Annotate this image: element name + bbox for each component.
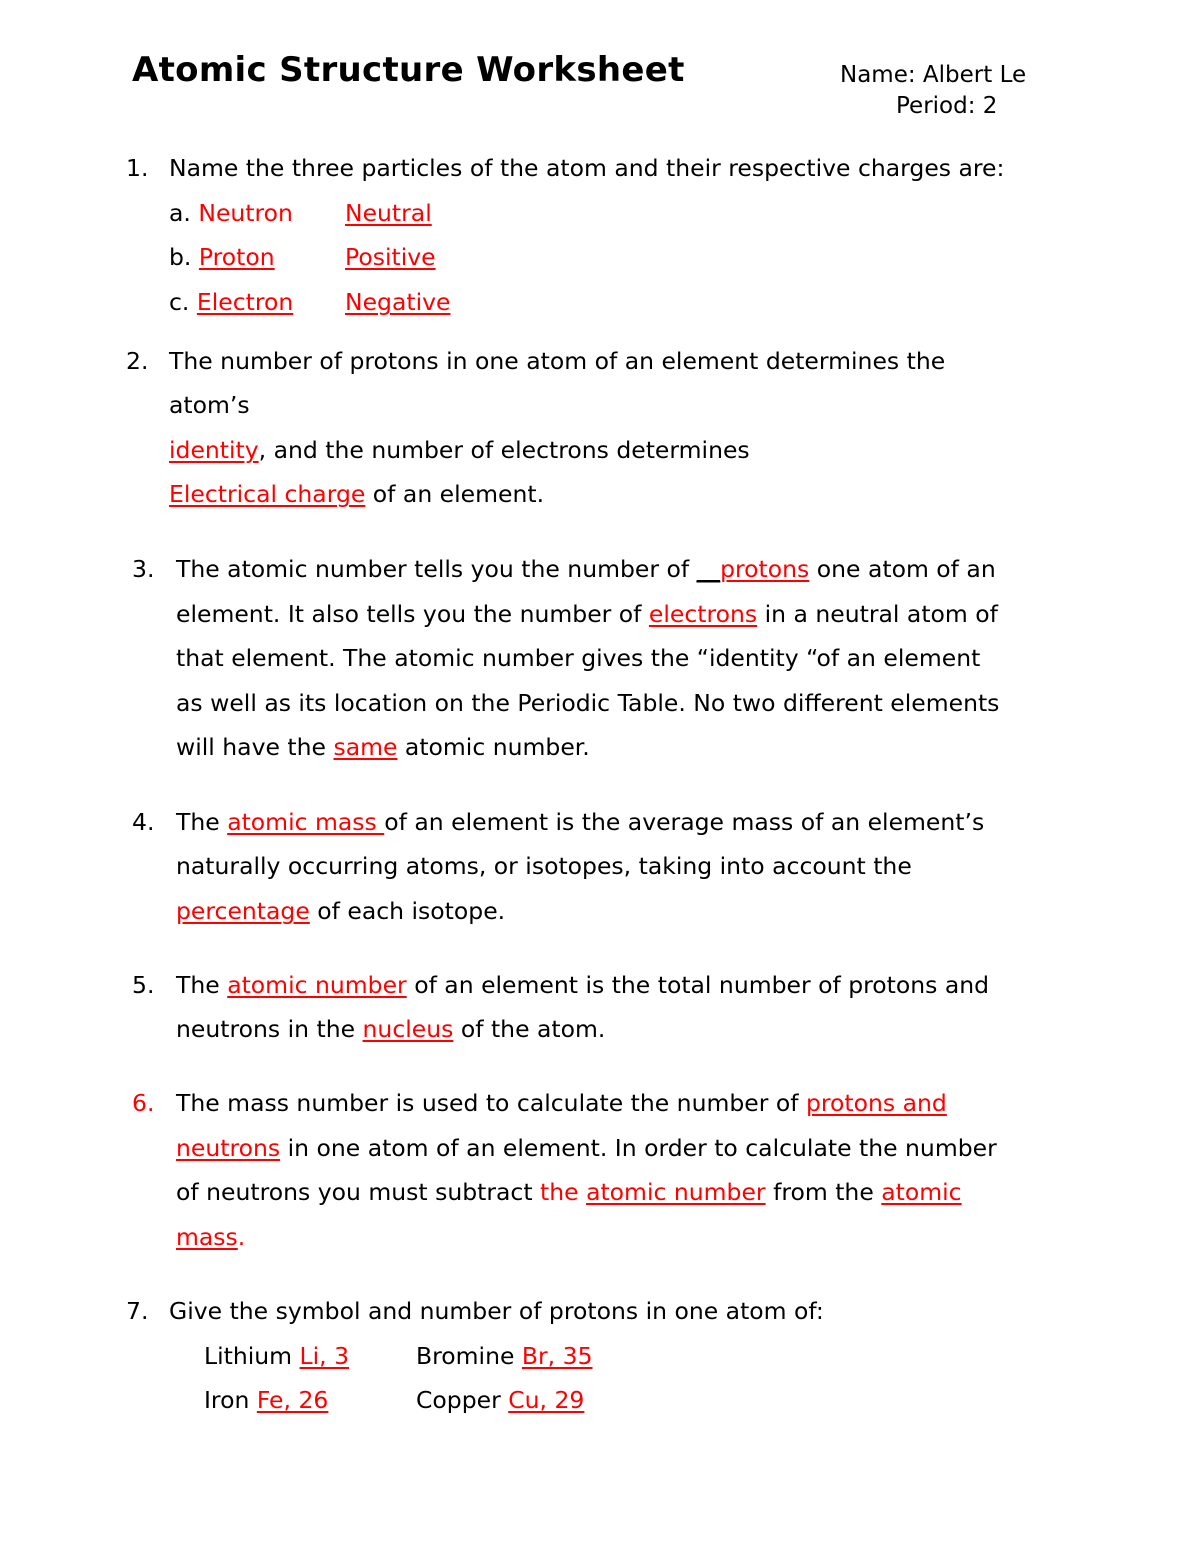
- answer: atomic number: [227, 971, 407, 999]
- question-text: [176, 970, 989, 1000]
- question-text: of the atom.: [453, 1015, 606, 1043]
- element-label: Copper: [416, 1386, 509, 1414]
- list-item: [169, 287, 569, 317]
- charge-answer: Neutral: [345, 199, 432, 227]
- list-item: [416, 1385, 584, 1415]
- question-number: 7.: [126, 1297, 149, 1325]
- question-text: in a neutral atom of: [757, 600, 998, 628]
- element-label: Iron: [204, 1386, 257, 1414]
- question-text: of an element.: [365, 480, 545, 508]
- question-text: The: [176, 808, 228, 836]
- answer: Electrical charge: [169, 480, 366, 508]
- question-text: atom’s: [169, 391, 250, 419]
- question-text: [176, 1222, 245, 1252]
- question-text: [176, 807, 984, 837]
- answer: Br, 35: [521, 1342, 593, 1370]
- question-text: Name the three particles of the atom and their respective charges are:: [169, 154, 1005, 182]
- list-item: [169, 242, 569, 272]
- charge-answer: Positive: [345, 243, 436, 271]
- particle-answer: Proton: [198, 243, 275, 271]
- question-text: The: [176, 971, 228, 999]
- question-text: , and the number of electrons determines: [258, 436, 750, 464]
- answer: neutrons: [176, 1134, 281, 1162]
- student-period: Period: 2: [896, 93, 998, 119]
- question-text: one atom of an: [809, 555, 996, 583]
- list-item: [204, 1341, 349, 1371]
- question-text: [176, 1014, 605, 1044]
- question-text: atomic number.: [397, 733, 590, 761]
- answer: protons: [720, 555, 810, 583]
- question-text: of an element is the average mass of an element’s: [384, 808, 985, 836]
- charge-answer: Negative: [345, 288, 451, 316]
- answer: the: [540, 1178, 587, 1206]
- question-text: [169, 479, 544, 509]
- question-text: of each isotope.: [309, 897, 506, 925]
- particle-answer: Electron: [196, 288, 294, 316]
- page-title: Atomic Structure Worksheet: [132, 50, 685, 90]
- question-text: from the: [765, 1178, 882, 1206]
- question-text: naturally occurring atoms, or isotopes, taking into account the: [176, 852, 912, 880]
- student-name: Name: Albert Le: [840, 62, 1027, 88]
- answer: protons and: [805, 1089, 947, 1117]
- answer: percentage: [176, 897, 310, 925]
- question-text: [169, 435, 750, 465]
- question-text: will have the: [176, 733, 334, 761]
- question-text: The mass number is used to calculate the number of: [176, 1089, 806, 1117]
- question-text: as well as its location on the Periodic Table. No two different elements: [176, 689, 1000, 717]
- question-text: element. It also tells you the number of: [176, 600, 649, 628]
- question-text: neutrons in the: [176, 1015, 363, 1043]
- answer: atomic number: [586, 1178, 766, 1206]
- question-text: of neutrons you must subtract: [176, 1178, 541, 1206]
- question-text: The atomic number tells you the number of: [176, 555, 697, 583]
- answer: same: [333, 733, 398, 761]
- question-text: of an element is the total number of protons and: [406, 971, 990, 999]
- list-item: [169, 198, 569, 228]
- question-text: [176, 554, 996, 584]
- answer: atomic mass: [227, 808, 385, 836]
- answer: mass: [176, 1223, 238, 1251]
- answer: .: [237, 1223, 246, 1251]
- item-letter: a.: [169, 199, 191, 227]
- question-text: that element. The atomic number gives the “identity “of an element: [176, 644, 981, 672]
- question-text: [176, 599, 998, 629]
- question-text: [176, 1133, 997, 1163]
- question-text: The number of protons in one atom of an element determines the: [169, 347, 946, 375]
- list-item: [204, 1385, 328, 1415]
- element-label: Bromine: [416, 1342, 522, 1370]
- question-text: [176, 896, 505, 926]
- question-text: Give the symbol and number of protons in one atom of:: [169, 1297, 824, 1325]
- particle-answer: Neutron: [198, 199, 293, 227]
- question-number: 2.: [126, 347, 149, 375]
- answer: Li, 3: [299, 1342, 350, 1370]
- question-text: [176, 1177, 962, 1207]
- element-label: Lithium: [204, 1342, 300, 1370]
- question-number: 3.: [132, 555, 155, 583]
- answer: Fe, 26: [256, 1386, 329, 1414]
- answer: Cu, 29: [508, 1386, 585, 1414]
- list-item: [416, 1341, 593, 1371]
- question-text: [176, 1088, 947, 1118]
- question-number: 4.: [132, 808, 155, 836]
- question-text: [176, 732, 590, 762]
- answer: nucleus: [362, 1015, 454, 1043]
- question-text: in one atom of an element. In order to calculate the number: [280, 1134, 997, 1162]
- answer-blank: __: [696, 555, 721, 583]
- question-number: 1.: [126, 154, 149, 182]
- item-letter: c.: [169, 288, 190, 316]
- answer: identity: [169, 436, 259, 464]
- question-number: 5.: [132, 971, 155, 999]
- question-number: 6.: [132, 1089, 155, 1117]
- answer: atomic: [881, 1178, 962, 1206]
- answer: electrons: [648, 600, 758, 628]
- item-letter: b.: [169, 243, 192, 271]
